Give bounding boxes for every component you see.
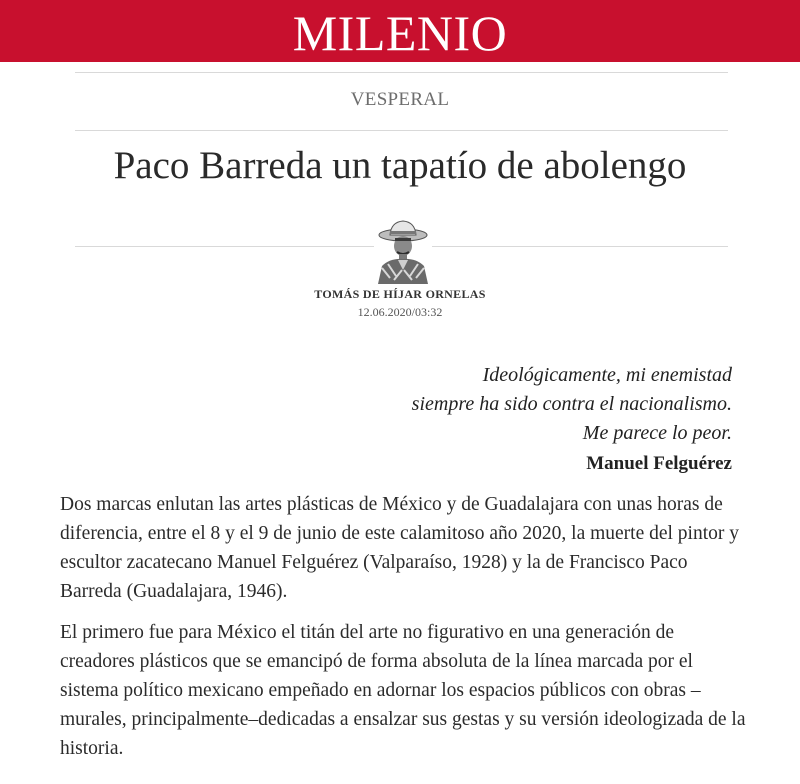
body-paragraph: Dos marcas enlutan las artes plásticas de México y de Guadalajara con unas horas de diferencia, entre el 8 y el 9 de junio de este calamitoso año 2020, la muerte del pintor y escultor zacatecano Manuel Felguérez (Valparaíso, 1928) y la de Francisco Paco Barreda (Guadalajara, 1946).	[60, 494, 740, 602]
divider	[75, 130, 728, 131]
milenio-logo[interactable]: MILENIO	[292, 5, 508, 61]
masthead	[0, 0, 800, 62]
epigraph-line: Me parece lo peor.	[582, 422, 732, 444]
divider	[75, 72, 728, 73]
publish-date: 12.06.2020/03:32	[357, 305, 443, 319]
author-photo-icon	[374, 218, 432, 284]
author-name[interactable]: TOMÁS DE HÍJAR ORNELAS	[314, 287, 486, 301]
epigraph-attribution: Manuel Felguérez	[586, 453, 732, 474]
article-title: Paco Barreda un tapatío de abolengo	[113, 144, 687, 187]
section-label[interactable]: VESPERAL	[350, 89, 450, 110]
epigraph-line: Ideológicamente, mi enemistad	[482, 364, 732, 386]
author-avatar[interactable]	[374, 218, 432, 284]
epigraph-line: siempre ha sido contra el nacionalismo.	[411, 393, 732, 415]
epigraph	[272, 361, 732, 478]
body-paragraph: El primero fue para México el titán del arte no figurativo en una generación de creadores plásticos que se emancipó de forma absoluta de la línea marcada por el sistema político mexicano empeñado en adornar los espacios públicos con obras –murales, principalmente–dedicadas a ensalzar sus gestas y su versión ideologizada de la historia.	[60, 622, 746, 759]
